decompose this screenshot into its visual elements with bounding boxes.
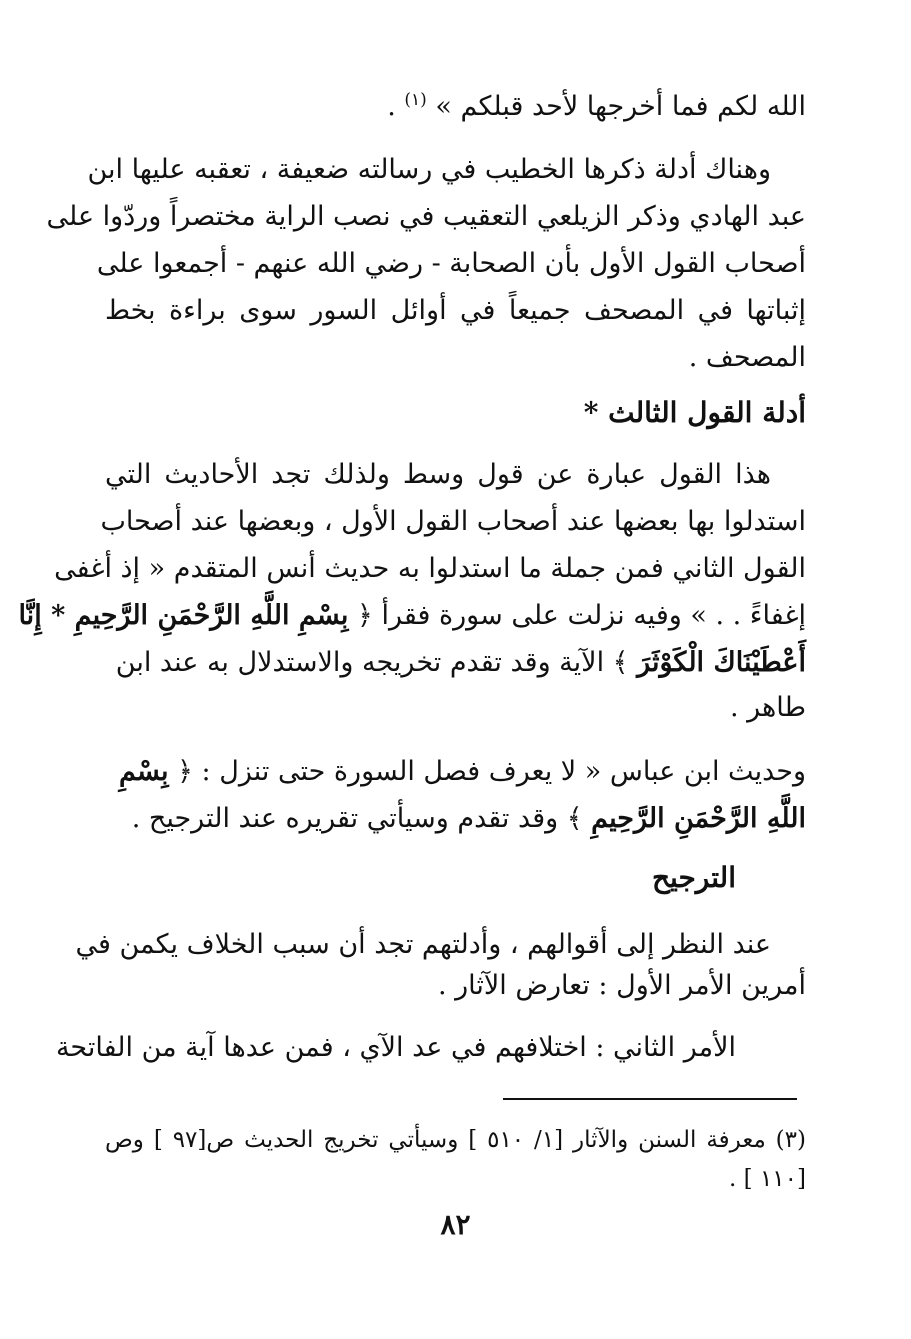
- quran-text: اللَّهِ الرَّحْمَنِ الرَّحِيمِ: [591, 803, 806, 834]
- text-line: [132, 799, 806, 839]
- text-line: عبد الهادي وذكر الزيلعي التعقيب في نصب الراية مختصراً وردّوا على: [46, 201, 806, 232]
- footnote-separator: [503, 1098, 797, 1100]
- text-line: استدلوا بها بعضها عند أصحاب القول الأول ، وبعضها عند أصحاب: [100, 506, 806, 537]
- text-line: المصحف .: [688, 342, 806, 373]
- section-heading: أدلة القول الثالث *: [583, 396, 806, 429]
- text-line: الأمر الثاني : اختلافهم في عد الآي ، فمن عدها آية من الفاتحة: [55, 1032, 736, 1063]
- text-line: القول الثاني فمن جملة ما استدلوا به حديث أنس المتقدم « إذ أغفى: [54, 553, 806, 584]
- text-line: هذا القول عبارة عن قول وسط ولذلك تجد الأحاديث التي: [105, 459, 771, 490]
- text-span: الله لكم فما أخرجها لأحد قبلكم »: [435, 91, 806, 122]
- text-line: إثباتها في المصحف جميعاً في أوائل السور سوى براءة بخط: [105, 295, 806, 326]
- footnote-line: [١١٠ ] .: [729, 1166, 806, 1192]
- text-span: ﴾ وقد تقدم وسيأتي تقريره عند الترجيح .: [131, 803, 592, 834]
- quran-text: بِسْمِ: [118, 756, 169, 787]
- text-line: [119, 752, 806, 792]
- quran-text: بِسْمِ اللَّهِ الرَّحْمَنِ الرَّحِيمِ * إِنَّا: [18, 600, 349, 631]
- text-span: إغفاءً . . » وفيه نزلت على سورة فقرأ ﴿: [357, 600, 806, 631]
- text-span: وحديث ابن عباس « لا يعرف فصل السورة حتى تنزل : ﴿: [177, 756, 806, 787]
- text-line: [116, 643, 806, 683]
- text-span: ﴾ الآية وقد تقدم تخريجه والاستدلال به عند ابن: [115, 647, 638, 678]
- text-line: وهناك أدلة ذكرها الخطيب في رسالته ضعيفة ، تعقبه عليها ابن: [87, 154, 771, 185]
- text-line: أصحاب القول الأول بأن الصحابة - رضي الله عنهم - أجمعوا على: [96, 248, 806, 279]
- text-line: [387, 80, 806, 120]
- text-line: عند النظر إلى أقوالهم ، وأدلتهم تجد أن سبب الخلاف يكمن في: [75, 929, 771, 960]
- section-heading: الترجيح: [651, 861, 736, 894]
- text-line: طاهر .: [729, 692, 806, 723]
- quran-text: أَعْطَيْنَاكَ الْكَوْثَرَ: [637, 647, 806, 678]
- text-line: أمرين الأمر الأول : تعارض الآثار .: [437, 970, 806, 1001]
- text-line: [18, 596, 806, 636]
- footnote-marker: (١): [404, 90, 427, 110]
- text-span: .: [387, 91, 405, 122]
- footnote-line: (٣) معرفة السنن والآثار [١/ ٥١٠ ] وسيأتي تخريج الحديث ص[٩٧ ] وص: [105, 1127, 807, 1153]
- page-number: ٨٢: [440, 1208, 471, 1241]
